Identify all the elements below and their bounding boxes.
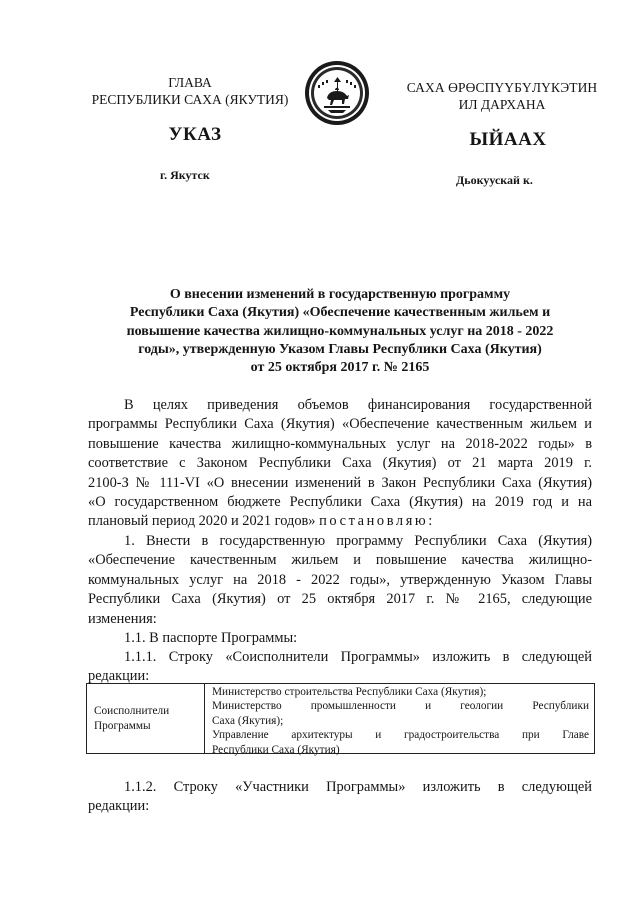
table-label-cell <box>87 684 205 753</box>
body-line: «Обеспечение качественным жильем и повышение качества жилищно- <box>88 552 592 569</box>
body-line: повышение качества жилищно-коммунальных услуг на 2018-2022 годы» в <box>88 435 592 452</box>
body-line: В целях приведения объемов финансирования государственной <box>124 397 592 413</box>
item-1-paragraph <box>88 532 592 629</box>
city-ru: г. Якутск <box>160 168 210 182</box>
body-line: 1.1.1. Строку «Соисполнители Программы» изложить в следующей <box>124 649 592 665</box>
title-line: от 25 октября 2017 г. № 2165 <box>250 360 430 376</box>
body-line: 2100-З № 111-VI «О внесении изменений в Закон Республики Саха (Якутия) <box>88 474 592 491</box>
table-value-cell <box>205 684 594 756</box>
body-line: «О государственном бюджете Республики Саха (Якутия) на 2019 год и на <box>88 494 592 511</box>
decree-title <box>100 286 580 377</box>
body-line: 1.1. В паспорте Программы: <box>124 630 298 646</box>
postanovlyayu: постановляю: <box>319 513 435 530</box>
doc-type-ru: УКАЗ <box>168 124 222 145</box>
item-1-1-paragraph <box>88 629 592 648</box>
header-left-line2: РЕСПУБЛИКИ САХА (ЯКУТИЯ) <box>91 92 289 107</box>
body-line: Республики Саха (Якутия) от 25 октября 2017 г. № 2165, следующие <box>88 591 592 608</box>
body-line-last <box>88 512 592 531</box>
preamble-end: плановый период 2020 и 2021 годов» <box>88 513 316 530</box>
header-left-authority <box>75 74 305 108</box>
body-line: 1. Внести в государственную программу Республики Саха (Якутия) <box>124 533 592 549</box>
header-right-line2: ИЛ ДАРХАНА <box>458 97 546 112</box>
co-executors-table <box>86 683 595 754</box>
item-1-1-1-paragraph <box>88 648 592 687</box>
title-line: Республики Саха (Якутия) «Обеспечение качественным жильем и <box>129 305 551 321</box>
body-line: изменения: <box>88 610 157 627</box>
preamble-paragraph <box>88 396 592 532</box>
coat-of-arms-icon <box>304 60 370 126</box>
table-line: Министерство строительства Республики Саха (Якутия); <box>212 686 487 698</box>
table-line: Саха (Якутия); <box>212 714 284 727</box>
body-line: 1.1.2. Строку «Участники Программы» изложить в следующей <box>124 779 592 795</box>
body-line: коммунальных услуг на 2018 - 2022 годы», утвержденную Указом Главы <box>88 571 592 588</box>
table-line: Управление архитектуры и градостроительства при Главе <box>212 729 589 742</box>
header-right-authority <box>382 79 622 113</box>
header-left-line1: ГЛАВА <box>168 75 212 90</box>
body-line: редакции: <box>88 798 150 815</box>
table-line: Министерство промышленности и геологии Республики <box>212 700 589 713</box>
body-line: соответствие с Законом Республики Саха (Якутия) от 21 марта 2019 г. <box>88 455 592 472</box>
item-1-1-2-paragraph <box>88 778 592 817</box>
table-line: Республики Саха (Якутия) <box>212 743 340 756</box>
body-line: редакции: <box>88 668 150 685</box>
title-line: годы», утвержденную Указом Главы Республики Саха (Якутия) <box>138 341 542 357</box>
header-right-line1: САХА ӨРӨСПҮҮБҮЛҮКЭТИН <box>406 80 598 95</box>
title-line: О внесении изменений в государственную программу <box>169 287 511 302</box>
body-line: программы Республики Саха (Якутия) «Обеспечение качественным жильем и <box>88 416 592 433</box>
doc-type-sakha: ЫЙААХ <box>469 129 547 150</box>
title-line: повышение качества жилищно-коммунальных услуг на 2018 - 2022 <box>126 323 554 339</box>
city-sakha: Дьокуускай к. <box>456 173 533 187</box>
table-label: Соисполнители Программы <box>94 705 170 732</box>
